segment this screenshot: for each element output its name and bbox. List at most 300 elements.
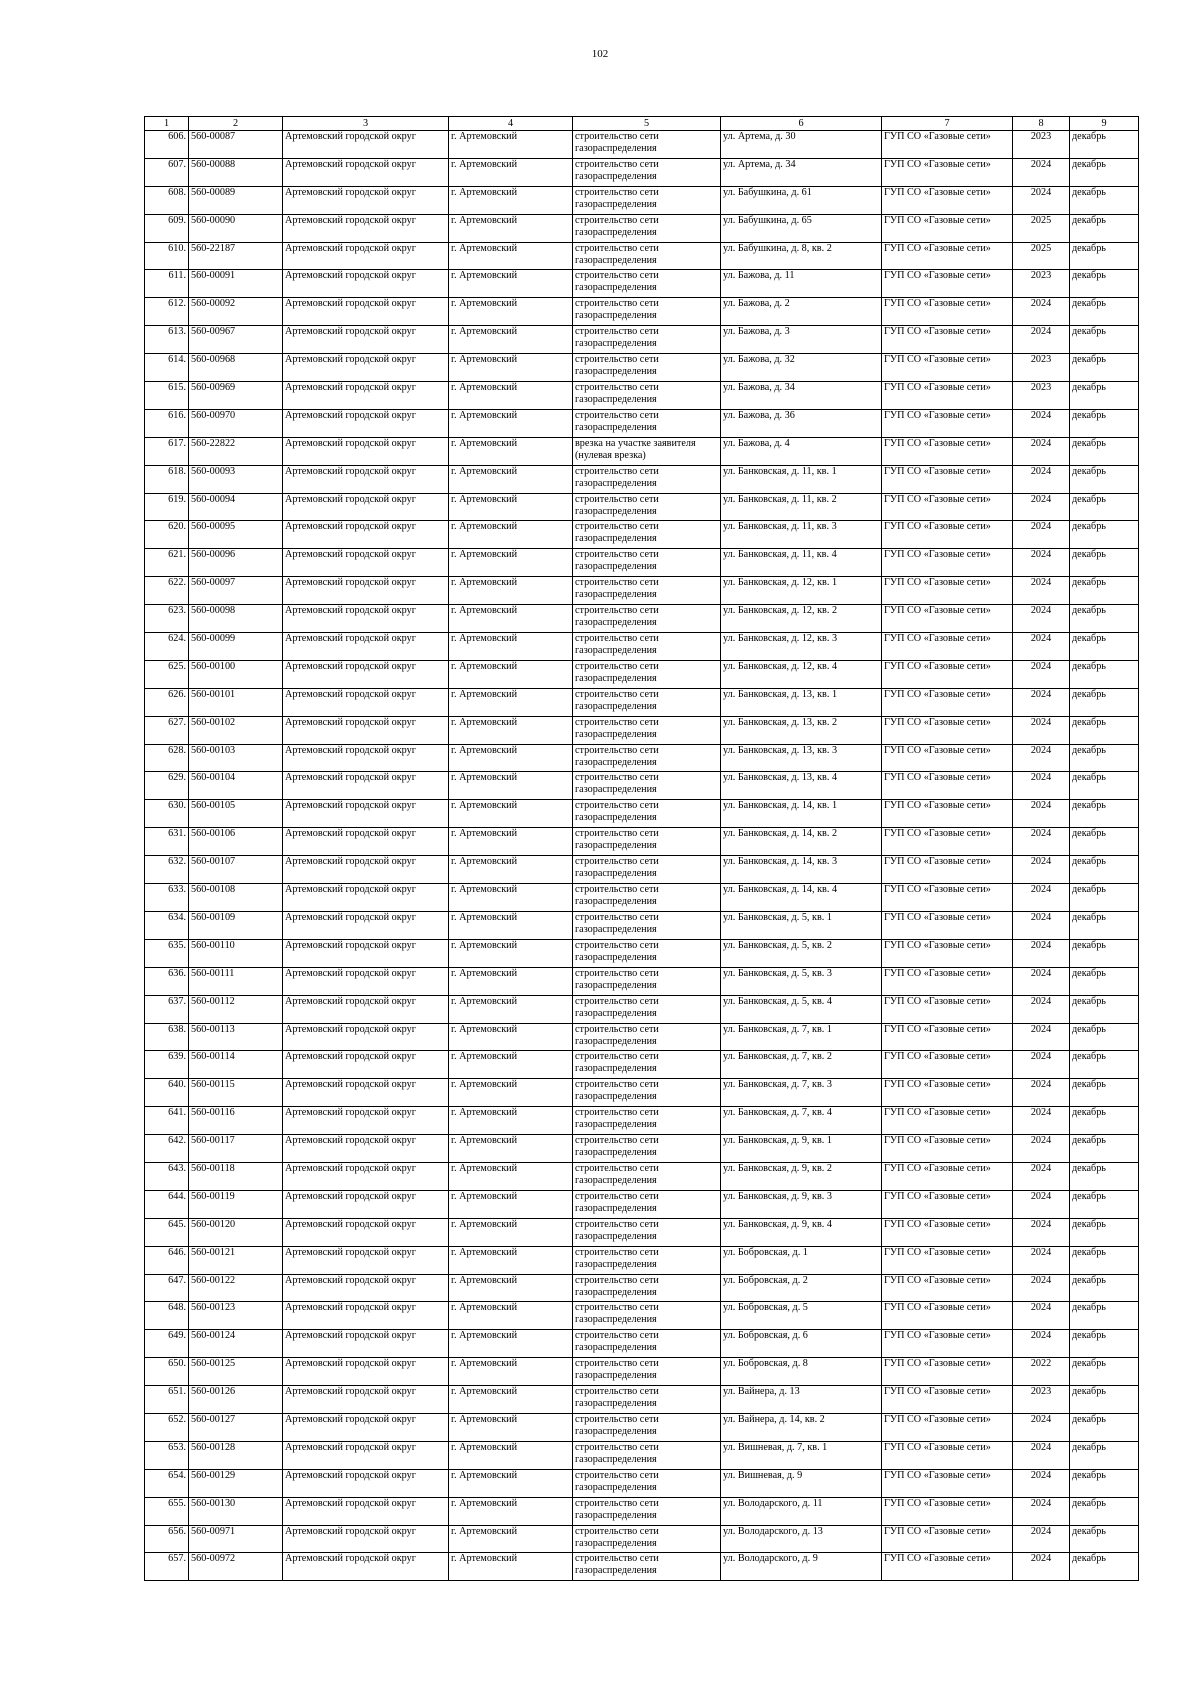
table-row bbox=[145, 939, 1139, 967]
year-cell: 2024 bbox=[1013, 884, 1070, 912]
row-number-cell: 649. bbox=[145, 1330, 189, 1358]
locality-cell: г. Артемовский bbox=[449, 1246, 573, 1274]
organization-cell: ГУП СО «Газовые сети» bbox=[882, 326, 1013, 354]
table-row bbox=[145, 1023, 1139, 1051]
month-cell: декабрь bbox=[1070, 1190, 1139, 1218]
locality-cell: г. Артемовский bbox=[449, 1386, 573, 1414]
organization-cell: ГУП СО «Газовые сети» bbox=[882, 660, 1013, 688]
locality-cell: г. Артемовский bbox=[449, 1358, 573, 1386]
year-cell: 2024 bbox=[1013, 549, 1070, 577]
object-code-cell: 560-00112 bbox=[189, 995, 283, 1023]
locality-cell: г. Артемовский bbox=[449, 911, 573, 939]
locality-cell: г. Артемовский bbox=[449, 465, 573, 493]
month-cell: декабрь bbox=[1070, 1246, 1139, 1274]
locality-cell: г. Артемовский bbox=[449, 270, 573, 298]
table-row bbox=[145, 1358, 1139, 1386]
organization-cell: ГУП СО «Газовые сети» bbox=[882, 828, 1013, 856]
district-cell: Артемовский городской округ bbox=[283, 995, 449, 1023]
organization-cell: ГУП СО «Газовые сети» bbox=[882, 995, 1013, 1023]
table-row bbox=[145, 1413, 1139, 1441]
organization-cell: ГУП СО «Газовые сети» bbox=[882, 1079, 1013, 1107]
table-row bbox=[145, 633, 1139, 661]
table-row bbox=[145, 1274, 1139, 1302]
month-cell: декабрь bbox=[1070, 772, 1139, 800]
object-code-cell: 560-00117 bbox=[189, 1135, 283, 1163]
address-cell: ул. Банковская, д. 11, кв. 1 bbox=[721, 465, 882, 493]
address-cell: ул. Бобровская, д. 2 bbox=[721, 1274, 882, 1302]
organization-cell: ГУП СО «Газовые сети» bbox=[882, 911, 1013, 939]
row-number-cell: 637. bbox=[145, 995, 189, 1023]
work-type-cell: строительство сети газораспределения bbox=[573, 995, 721, 1023]
month-cell: декабрь bbox=[1070, 549, 1139, 577]
organization-cell: ГУП СО «Газовые сети» bbox=[882, 409, 1013, 437]
locality-cell: г. Артемовский bbox=[449, 549, 573, 577]
object-code-cell: 560-00108 bbox=[189, 884, 283, 912]
row-number-cell: 641. bbox=[145, 1107, 189, 1135]
work-type-cell: строительство сети газораспределения bbox=[573, 214, 721, 242]
table-row bbox=[145, 1330, 1139, 1358]
object-code-cell: 560-00092 bbox=[189, 298, 283, 326]
month-cell: декабрь bbox=[1070, 493, 1139, 521]
work-type-cell: строительство сети газораспределения bbox=[573, 884, 721, 912]
organization-cell: ГУП СО «Газовые сети» bbox=[882, 437, 1013, 465]
district-cell: Артемовский городской округ bbox=[283, 214, 449, 242]
organization-cell: ГУП СО «Газовые сети» bbox=[882, 800, 1013, 828]
district-cell: Артемовский городской округ bbox=[283, 1023, 449, 1051]
work-type-cell: строительство сети газораспределения bbox=[573, 1525, 721, 1553]
object-code-cell: 560-00098 bbox=[189, 605, 283, 633]
district-cell: Артемовский городской округ bbox=[283, 1274, 449, 1302]
row-number-cell: 630. bbox=[145, 800, 189, 828]
organization-cell: ГУП СО «Газовые сети» bbox=[882, 131, 1013, 159]
month-cell: декабрь bbox=[1070, 1441, 1139, 1469]
row-number-cell: 623. bbox=[145, 605, 189, 633]
object-code-cell: 560-00971 bbox=[189, 1525, 283, 1553]
organization-cell: ГУП СО «Газовые сети» bbox=[882, 1469, 1013, 1497]
year-cell: 2024 bbox=[1013, 772, 1070, 800]
object-code-cell: 560-00972 bbox=[189, 1553, 283, 1581]
month-cell: декабрь bbox=[1070, 577, 1139, 605]
district-cell: Артемовский городской округ bbox=[283, 270, 449, 298]
table-row bbox=[145, 1051, 1139, 1079]
locality-cell: г. Артемовский bbox=[449, 744, 573, 772]
address-cell: ул. Банковская, д. 12, кв. 2 bbox=[721, 605, 882, 633]
table-row bbox=[145, 911, 1139, 939]
address-cell: ул. Артема, д. 34 bbox=[721, 158, 882, 186]
address-cell: ул. Банковская, д. 14, кв. 3 bbox=[721, 856, 882, 884]
locality-cell: г. Артемовский bbox=[449, 800, 573, 828]
object-code-cell: 560-00126 bbox=[189, 1386, 283, 1414]
column-header-7: 7 bbox=[882, 117, 1013, 131]
object-code-cell: 560-00130 bbox=[189, 1497, 283, 1525]
object-code-cell: 560-00097 bbox=[189, 577, 283, 605]
work-type-cell: строительство сети газораспределения bbox=[573, 660, 721, 688]
organization-cell: ГУП СО «Газовые сети» bbox=[882, 242, 1013, 270]
month-cell: декабрь bbox=[1070, 131, 1139, 159]
year-cell: 2024 bbox=[1013, 911, 1070, 939]
district-cell: Артемовский городской округ bbox=[283, 744, 449, 772]
year-cell: 2024 bbox=[1013, 577, 1070, 605]
table-row bbox=[145, 1497, 1139, 1525]
district-cell: Артемовский городской округ bbox=[283, 1162, 449, 1190]
locality-cell: г. Артемовский bbox=[449, 1441, 573, 1469]
year-cell: 2024 bbox=[1013, 605, 1070, 633]
month-cell: декабрь bbox=[1070, 605, 1139, 633]
object-code-cell: 560-00089 bbox=[189, 186, 283, 214]
month-cell: декабрь bbox=[1070, 1413, 1139, 1441]
organization-cell: ГУП СО «Газовые сети» bbox=[882, 1330, 1013, 1358]
district-cell: Артемовский городской округ bbox=[283, 1107, 449, 1135]
work-type-cell: строительство сети газораспределения bbox=[573, 716, 721, 744]
table-row bbox=[145, 688, 1139, 716]
locality-cell: г. Артемовский bbox=[449, 326, 573, 354]
work-type-cell: строительство сети газораспределения bbox=[573, 1079, 721, 1107]
row-number-cell: 620. bbox=[145, 521, 189, 549]
object-code-cell: 560-00969 bbox=[189, 382, 283, 410]
organization-cell: ГУП СО «Газовые сети» bbox=[882, 1358, 1013, 1386]
row-number-cell: 648. bbox=[145, 1302, 189, 1330]
row-number-cell: 631. bbox=[145, 828, 189, 856]
work-type-cell: строительство сети газораспределения bbox=[573, 856, 721, 884]
year-cell: 2024 bbox=[1013, 437, 1070, 465]
object-code-cell: 560-00106 bbox=[189, 828, 283, 856]
table-row bbox=[145, 800, 1139, 828]
row-number-cell: 642. bbox=[145, 1135, 189, 1163]
row-number-cell: 643. bbox=[145, 1162, 189, 1190]
work-type-cell: строительство сети газораспределения bbox=[573, 1302, 721, 1330]
month-cell: декабрь bbox=[1070, 633, 1139, 661]
year-cell: 2024 bbox=[1013, 967, 1070, 995]
object-code-cell: 560-00120 bbox=[189, 1218, 283, 1246]
work-type-cell: строительство сети газораспределения bbox=[573, 1051, 721, 1079]
month-cell: декабрь bbox=[1070, 828, 1139, 856]
month-cell: декабрь bbox=[1070, 911, 1139, 939]
month-cell: декабрь bbox=[1070, 1107, 1139, 1135]
object-code-cell: 560-00121 bbox=[189, 1246, 283, 1274]
address-cell: ул. Банковская, д. 9, кв. 1 bbox=[721, 1135, 882, 1163]
address-cell: ул. Володарского, д. 13 bbox=[721, 1525, 882, 1553]
table-row bbox=[145, 326, 1139, 354]
organization-cell: ГУП СО «Газовые сети» bbox=[882, 1162, 1013, 1190]
row-number-cell: 607. bbox=[145, 158, 189, 186]
address-cell: ул. Банковская, д. 11, кв. 4 bbox=[721, 549, 882, 577]
row-number-cell: 644. bbox=[145, 1190, 189, 1218]
row-number-cell: 610. bbox=[145, 242, 189, 270]
address-cell: ул. Банковская, д. 7, кв. 3 bbox=[721, 1079, 882, 1107]
locality-cell: г. Артемовский bbox=[449, 1190, 573, 1218]
row-number-cell: 611. bbox=[145, 270, 189, 298]
work-type-cell: строительство сети газораспределения bbox=[573, 298, 721, 326]
work-type-cell: строительство сети газораспределения bbox=[573, 131, 721, 159]
work-type-cell: строительство сети газораспределения bbox=[573, 1162, 721, 1190]
year-cell: 2024 bbox=[1013, 1162, 1070, 1190]
row-number-cell: 634. bbox=[145, 911, 189, 939]
locality-cell: г. Артемовский bbox=[449, 493, 573, 521]
work-type-cell: строительство сети газораспределения bbox=[573, 549, 721, 577]
district-cell: Артемовский городской округ bbox=[283, 1302, 449, 1330]
table-row bbox=[145, 270, 1139, 298]
locality-cell: г. Артемовский bbox=[449, 772, 573, 800]
locality-cell: г. Артемовский bbox=[449, 521, 573, 549]
address-cell: ул. Бабушкина, д. 65 bbox=[721, 214, 882, 242]
work-type-cell: строительство сети газораспределения bbox=[573, 1441, 721, 1469]
locality-cell: г. Артемовский bbox=[449, 1330, 573, 1358]
organization-cell: ГУП СО «Газовые сети» bbox=[882, 1413, 1013, 1441]
month-cell: декабрь bbox=[1070, 186, 1139, 214]
locality-cell: г. Артемовский bbox=[449, 1302, 573, 1330]
district-cell: Артемовский городской округ bbox=[283, 1525, 449, 1553]
month-cell: декабрь bbox=[1070, 242, 1139, 270]
row-number-cell: 636. bbox=[145, 967, 189, 995]
address-cell: ул. Банковская, д. 13, кв. 4 bbox=[721, 772, 882, 800]
organization-cell: ГУП СО «Газовые сети» bbox=[882, 633, 1013, 661]
table-row bbox=[145, 856, 1139, 884]
table-row bbox=[145, 354, 1139, 382]
address-cell: ул. Бобровская, д. 1 bbox=[721, 1246, 882, 1274]
address-cell: ул. Банковская, д. 5, кв. 2 bbox=[721, 939, 882, 967]
row-number-cell: 655. bbox=[145, 1497, 189, 1525]
locality-cell: г. Артемовский bbox=[449, 298, 573, 326]
year-cell: 2023 bbox=[1013, 354, 1070, 382]
object-code-cell: 560-00091 bbox=[189, 270, 283, 298]
table-row bbox=[145, 493, 1139, 521]
object-code-cell: 560-00103 bbox=[189, 744, 283, 772]
year-cell: 2024 bbox=[1013, 660, 1070, 688]
work-type-cell: строительство сети газораспределения bbox=[573, 270, 721, 298]
column-number-row bbox=[145, 117, 1139, 131]
month-cell: декабрь bbox=[1070, 326, 1139, 354]
work-type-cell: строительство сети газораспределения bbox=[573, 633, 721, 661]
year-cell: 2024 bbox=[1013, 828, 1070, 856]
organization-cell: ГУП СО «Газовые сети» bbox=[882, 270, 1013, 298]
address-cell: ул. Бобровская, д. 8 bbox=[721, 1358, 882, 1386]
object-code-cell: 560-00090 bbox=[189, 214, 283, 242]
object-code-cell: 560-00119 bbox=[189, 1190, 283, 1218]
district-cell: Артемовский городской округ bbox=[283, 716, 449, 744]
month-cell: декабрь bbox=[1070, 158, 1139, 186]
month-cell: декабрь bbox=[1070, 1051, 1139, 1079]
row-number-cell: 622. bbox=[145, 577, 189, 605]
column-header-9: 9 bbox=[1070, 117, 1139, 131]
district-cell: Артемовский городской округ bbox=[283, 856, 449, 884]
object-code-cell: 560-00970 bbox=[189, 409, 283, 437]
address-cell: ул. Банковская, д. 5, кв. 3 bbox=[721, 967, 882, 995]
year-cell: 2024 bbox=[1013, 298, 1070, 326]
district-cell: Артемовский городской округ bbox=[283, 354, 449, 382]
row-number-cell: 628. bbox=[145, 744, 189, 772]
organization-cell: ГУП СО «Газовые сети» bbox=[882, 577, 1013, 605]
year-cell: 2024 bbox=[1013, 856, 1070, 884]
locality-cell: г. Артемовский bbox=[449, 158, 573, 186]
table-row bbox=[145, 1553, 1139, 1581]
row-number-cell: 640. bbox=[145, 1079, 189, 1107]
column-header-4: 4 bbox=[449, 117, 573, 131]
organization-cell: ГУП СО «Газовые сети» bbox=[882, 1218, 1013, 1246]
locality-cell: г. Артемовский bbox=[449, 1497, 573, 1525]
district-cell: Артемовский городской округ bbox=[283, 158, 449, 186]
table-row bbox=[145, 298, 1139, 326]
month-cell: декабрь bbox=[1070, 939, 1139, 967]
district-cell: Артемовский городской округ bbox=[283, 1135, 449, 1163]
month-cell: декабрь bbox=[1070, 995, 1139, 1023]
organization-cell: ГУП СО «Газовые сети» bbox=[882, 967, 1013, 995]
address-cell: ул. Володарского, д. 11 bbox=[721, 1497, 882, 1525]
work-type-cell: строительство сети газораспределения bbox=[573, 186, 721, 214]
address-cell: ул. Бажова, д. 36 bbox=[721, 409, 882, 437]
object-code-cell: 560-00115 bbox=[189, 1079, 283, 1107]
row-number-cell: 625. bbox=[145, 660, 189, 688]
row-number-cell: 656. bbox=[145, 1525, 189, 1553]
address-cell: ул. Банковская, д. 12, кв. 4 bbox=[721, 660, 882, 688]
year-cell: 2024 bbox=[1013, 1135, 1070, 1163]
month-cell: декабрь bbox=[1070, 744, 1139, 772]
table-row bbox=[145, 660, 1139, 688]
work-type-cell: строительство сети газораспределения bbox=[573, 1135, 721, 1163]
row-number-cell: 650. bbox=[145, 1358, 189, 1386]
year-cell: 2024 bbox=[1013, 633, 1070, 661]
work-type-cell: строительство сети газораспределения bbox=[573, 1386, 721, 1414]
address-cell: ул. Артема, д. 30 bbox=[721, 131, 882, 159]
address-cell: ул. Вайнера, д. 14, кв. 2 bbox=[721, 1413, 882, 1441]
table-row bbox=[145, 605, 1139, 633]
locality-cell: г. Артемовский bbox=[449, 1107, 573, 1135]
district-cell: Артемовский городской округ bbox=[283, 382, 449, 410]
row-number-cell: 626. bbox=[145, 688, 189, 716]
address-cell: ул. Бажова, д. 2 bbox=[721, 298, 882, 326]
district-cell: Артемовский городской округ bbox=[283, 660, 449, 688]
row-number-cell: 616. bbox=[145, 409, 189, 437]
address-cell: ул. Бобровская, д. 6 bbox=[721, 1330, 882, 1358]
row-number-cell: 608. bbox=[145, 186, 189, 214]
locality-cell: г. Артемовский bbox=[449, 1553, 573, 1581]
year-cell: 2024 bbox=[1013, 1469, 1070, 1497]
year-cell: 2024 bbox=[1013, 326, 1070, 354]
table-row bbox=[145, 158, 1139, 186]
address-cell: ул. Вишневая, д. 7, кв. 1 bbox=[721, 1441, 882, 1469]
table-row bbox=[145, 1469, 1139, 1497]
district-cell: Артемовский городской округ bbox=[283, 1386, 449, 1414]
row-number-cell: 629. bbox=[145, 772, 189, 800]
district-cell: Артемовский городской округ bbox=[283, 437, 449, 465]
address-cell: ул. Банковская, д. 7, кв. 1 bbox=[721, 1023, 882, 1051]
address-cell: ул. Бажова, д. 11 bbox=[721, 270, 882, 298]
locality-cell: г. Артемовский bbox=[449, 688, 573, 716]
object-code-cell: 560-00111 bbox=[189, 967, 283, 995]
organization-cell: ГУП СО «Газовые сети» bbox=[882, 493, 1013, 521]
month-cell: декабрь bbox=[1070, 856, 1139, 884]
address-cell: ул. Банковская, д. 13, кв. 3 bbox=[721, 744, 882, 772]
year-cell: 2024 bbox=[1013, 493, 1070, 521]
organization-cell: ГУП СО «Газовые сети» bbox=[882, 521, 1013, 549]
month-cell: декабрь bbox=[1070, 1274, 1139, 1302]
address-cell: ул. Вайнера, д. 13 bbox=[721, 1386, 882, 1414]
row-number-cell: 609. bbox=[145, 214, 189, 242]
column-header-3: 3 bbox=[283, 117, 449, 131]
district-cell: Артемовский городской округ bbox=[283, 131, 449, 159]
locality-cell: г. Артемовский bbox=[449, 856, 573, 884]
row-number-cell: 651. bbox=[145, 1386, 189, 1414]
year-cell: 2024 bbox=[1013, 1302, 1070, 1330]
object-code-cell: 560-00118 bbox=[189, 1162, 283, 1190]
table-row bbox=[145, 1190, 1139, 1218]
district-cell: Артемовский городской округ bbox=[283, 1190, 449, 1218]
object-code-cell: 560-00102 bbox=[189, 716, 283, 744]
table-row bbox=[145, 437, 1139, 465]
row-number-cell: 632. bbox=[145, 856, 189, 884]
object-code-cell: 560-00128 bbox=[189, 1441, 283, 1469]
work-type-cell: строительство сети газораспределения bbox=[573, 800, 721, 828]
table-row bbox=[145, 967, 1139, 995]
organization-cell: ГУП СО «Газовые сети» bbox=[882, 744, 1013, 772]
work-type-cell: строительство сети газораспределения bbox=[573, 409, 721, 437]
month-cell: декабрь bbox=[1070, 1553, 1139, 1581]
work-type-cell: строительство сети газораспределения bbox=[573, 521, 721, 549]
year-cell: 2024 bbox=[1013, 1525, 1070, 1553]
organization-cell: ГУП СО «Газовые сети» bbox=[882, 1525, 1013, 1553]
object-code-cell: 560-00116 bbox=[189, 1107, 283, 1135]
year-cell: 2024 bbox=[1013, 800, 1070, 828]
table-body bbox=[145, 131, 1139, 1581]
table-header bbox=[145, 117, 1139, 131]
month-cell: декабрь bbox=[1070, 1079, 1139, 1107]
row-number-cell: 646. bbox=[145, 1246, 189, 1274]
organization-cell: ГУП СО «Газовые сети» bbox=[882, 382, 1013, 410]
district-cell: Артемовский городской округ bbox=[283, 242, 449, 270]
month-cell: декабрь bbox=[1070, 1497, 1139, 1525]
locality-cell: г. Артемовский bbox=[449, 995, 573, 1023]
row-number-cell: 619. bbox=[145, 493, 189, 521]
object-code-cell: 560-00087 bbox=[189, 131, 283, 159]
column-header-2: 2 bbox=[189, 117, 283, 131]
work-type-cell: строительство сети газораспределения bbox=[573, 605, 721, 633]
row-number-cell: 647. bbox=[145, 1274, 189, 1302]
work-type-cell: строительство сети газораспределения bbox=[573, 967, 721, 995]
locality-cell: г. Артемовский bbox=[449, 354, 573, 382]
month-cell: декабрь bbox=[1070, 688, 1139, 716]
locality-cell: г. Артемовский bbox=[449, 1162, 573, 1190]
work-type-cell: строительство сети газораспределения bbox=[573, 1218, 721, 1246]
month-cell: декабрь bbox=[1070, 967, 1139, 995]
address-cell: ул. Банковская, д. 11, кв. 2 bbox=[721, 493, 882, 521]
locality-cell: г. Артемовский bbox=[449, 409, 573, 437]
year-cell: 2022 bbox=[1013, 1358, 1070, 1386]
organization-cell: ГУП СО «Газовые сети» bbox=[882, 1051, 1013, 1079]
year-cell: 2024 bbox=[1013, 521, 1070, 549]
year-cell: 2024 bbox=[1013, 688, 1070, 716]
district-cell: Артемовский городской округ bbox=[283, 1246, 449, 1274]
work-type-cell: строительство сети газораспределения bbox=[573, 1497, 721, 1525]
district-cell: Артемовский городской округ bbox=[283, 465, 449, 493]
district-cell: Артемовский городской округ bbox=[283, 939, 449, 967]
object-code-cell: 560-00129 bbox=[189, 1469, 283, 1497]
object-code-cell: 560-00101 bbox=[189, 688, 283, 716]
locality-cell: г. Артемовский bbox=[449, 1135, 573, 1163]
row-number-cell: 653. bbox=[145, 1441, 189, 1469]
year-cell: 2024 bbox=[1013, 1441, 1070, 1469]
district-cell: Артемовский городской округ bbox=[283, 633, 449, 661]
row-number-cell: 633. bbox=[145, 884, 189, 912]
organization-cell: ГУП СО «Газовые сети» bbox=[882, 1302, 1013, 1330]
work-type-cell: строительство сети газораспределения bbox=[573, 939, 721, 967]
work-type-cell: врезка на участке заявителя (нулевая врезка) bbox=[573, 437, 721, 465]
row-number-cell: 654. bbox=[145, 1469, 189, 1497]
locality-cell: г. Артемовский bbox=[449, 1079, 573, 1107]
organization-cell: ГУП СО «Газовые сети» bbox=[882, 605, 1013, 633]
locality-cell: г. Артемовский bbox=[449, 186, 573, 214]
object-code-cell: 560-00094 bbox=[189, 493, 283, 521]
work-type-cell: строительство сети газораспределения bbox=[573, 1023, 721, 1051]
table-row bbox=[145, 1162, 1139, 1190]
